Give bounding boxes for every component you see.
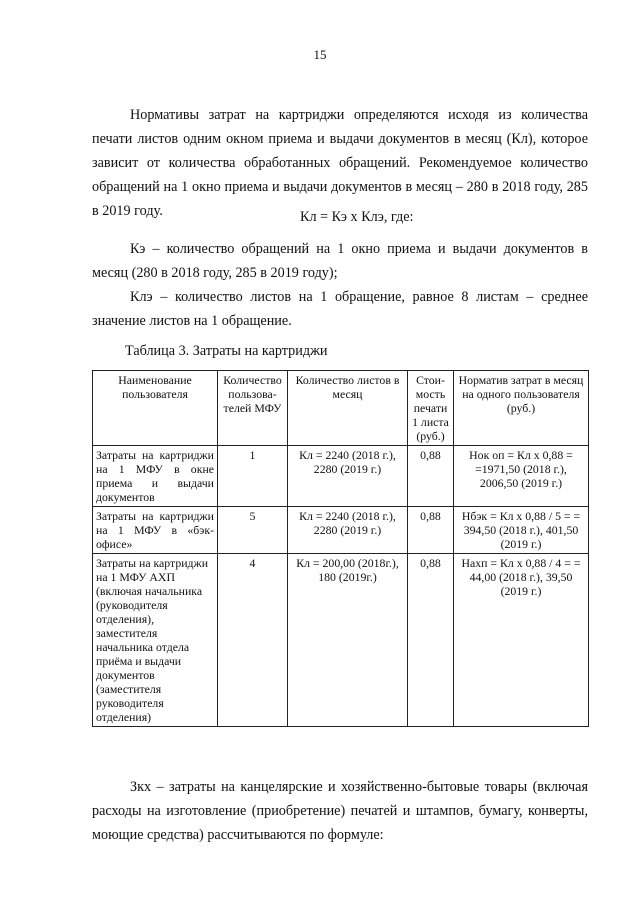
cell-cost-norm: Нахп = Кл х 0,88 / 4 = = 44,00 (2018 г.), 39,50 (2019 г.) <box>454 554 589 727</box>
cell-user-name: Затраты на картриджи на 1 МФУ в окне приема и выдачи документов <box>93 446 218 507</box>
definition-kle-text: Клэ – количество листов на 1 обращение, равное 8 листам – среднее значение листов на 1 обращение. <box>92 289 588 329</box>
table-row <box>93 446 589 507</box>
header-user-name: Наименование пользователя <box>93 371 218 446</box>
page-number: 15 <box>313 47 327 62</box>
cartridge-costs-table <box>92 370 589 727</box>
table-caption: Таблица 3. Затраты на картриджи <box>125 343 328 359</box>
cell-cost-per-sheet: 0,88 <box>408 446 454 507</box>
closing-paragraph-text: Зкх – затраты на канцелярские и хозяйственно-бытовые товары (включая расходы на изготовление (приобретение) печатей и штампов, бумагу, конверты, моющие средства) рассчитываются по формуле: <box>92 779 588 843</box>
cell-cost-per-sheet: 0,88 <box>408 507 454 554</box>
definition-ke <box>92 237 588 285</box>
cell-cost-norm: Нбэк = Кл х 0,88 / 5 = = 394,50 (2018 г.), 401,50 (2019 г.) <box>454 507 589 554</box>
formula: Кл = Кэ х Клэ, где: <box>300 209 414 225</box>
intro-paragraph <box>92 103 588 223</box>
cell-mfu-users: 1 <box>218 446 288 507</box>
header-mfu-users: Количество пользова-телей МФУ <box>218 371 288 446</box>
table-row <box>93 507 589 554</box>
intro-paragraph-text: Нормативы затрат на картриджи определяются исходя из количества печати листов одним окном приема и выдачи документов в месяц (Кл), которое зависит от количества обработанных обращений. Рекомендуемое количество обращений на 1 окно приема и выдачи документов в месяц – 280 в 2018 году, 285 в 2019 году. <box>92 107 588 219</box>
cell-mfu-users: 4 <box>218 554 288 727</box>
definition-kle <box>92 285 588 333</box>
closing-paragraph <box>92 775 588 847</box>
cell-user-name: Затраты на картриджи на 1 МФУ в «бэк-офисе» <box>93 507 218 554</box>
cell-sheets-per-month: Кл = 2240 (2018 г.), 2280 (2019 г.) <box>288 507 408 554</box>
header-cost-per-sheet: Стои-мость печати 1 листа (руб.) <box>408 371 454 446</box>
header-sheets-per-month: Количество листов в месяц <box>288 371 408 446</box>
cell-cost-norm: Нок оп = Кл х 0,88 = =1971,50 (2018 г.), 2006,50 (2019 г.) <box>454 446 589 507</box>
cell-sheets-per-month: Кл = 2240 (2018 г.), 2280 (2019 г.) <box>288 446 408 507</box>
cell-user-name: Затраты на картриджи на 1 МФУ АХП (включая начальника (руководителя отделения), заместителя начальника отдела приёма и выдачи документов (заместителя руководителя отделения) <box>93 554 218 727</box>
cell-mfu-users: 5 <box>218 507 288 554</box>
table-header-row <box>93 371 589 446</box>
cell-cost-per-sheet: 0,88 <box>408 554 454 727</box>
definition-ke-text: Кэ – количество обращений на 1 окно приема и выдачи документов в месяц (280 в 2018 году, 285 в 2019 году); <box>92 241 588 281</box>
table-row <box>93 554 589 727</box>
header-cost-norm: Норматив затрат в месяц на одного пользователя (руб.) <box>454 371 589 446</box>
cell-sheets-per-month: Кл = 200,00 (2018г.), 180 (2019г.) <box>288 554 408 727</box>
